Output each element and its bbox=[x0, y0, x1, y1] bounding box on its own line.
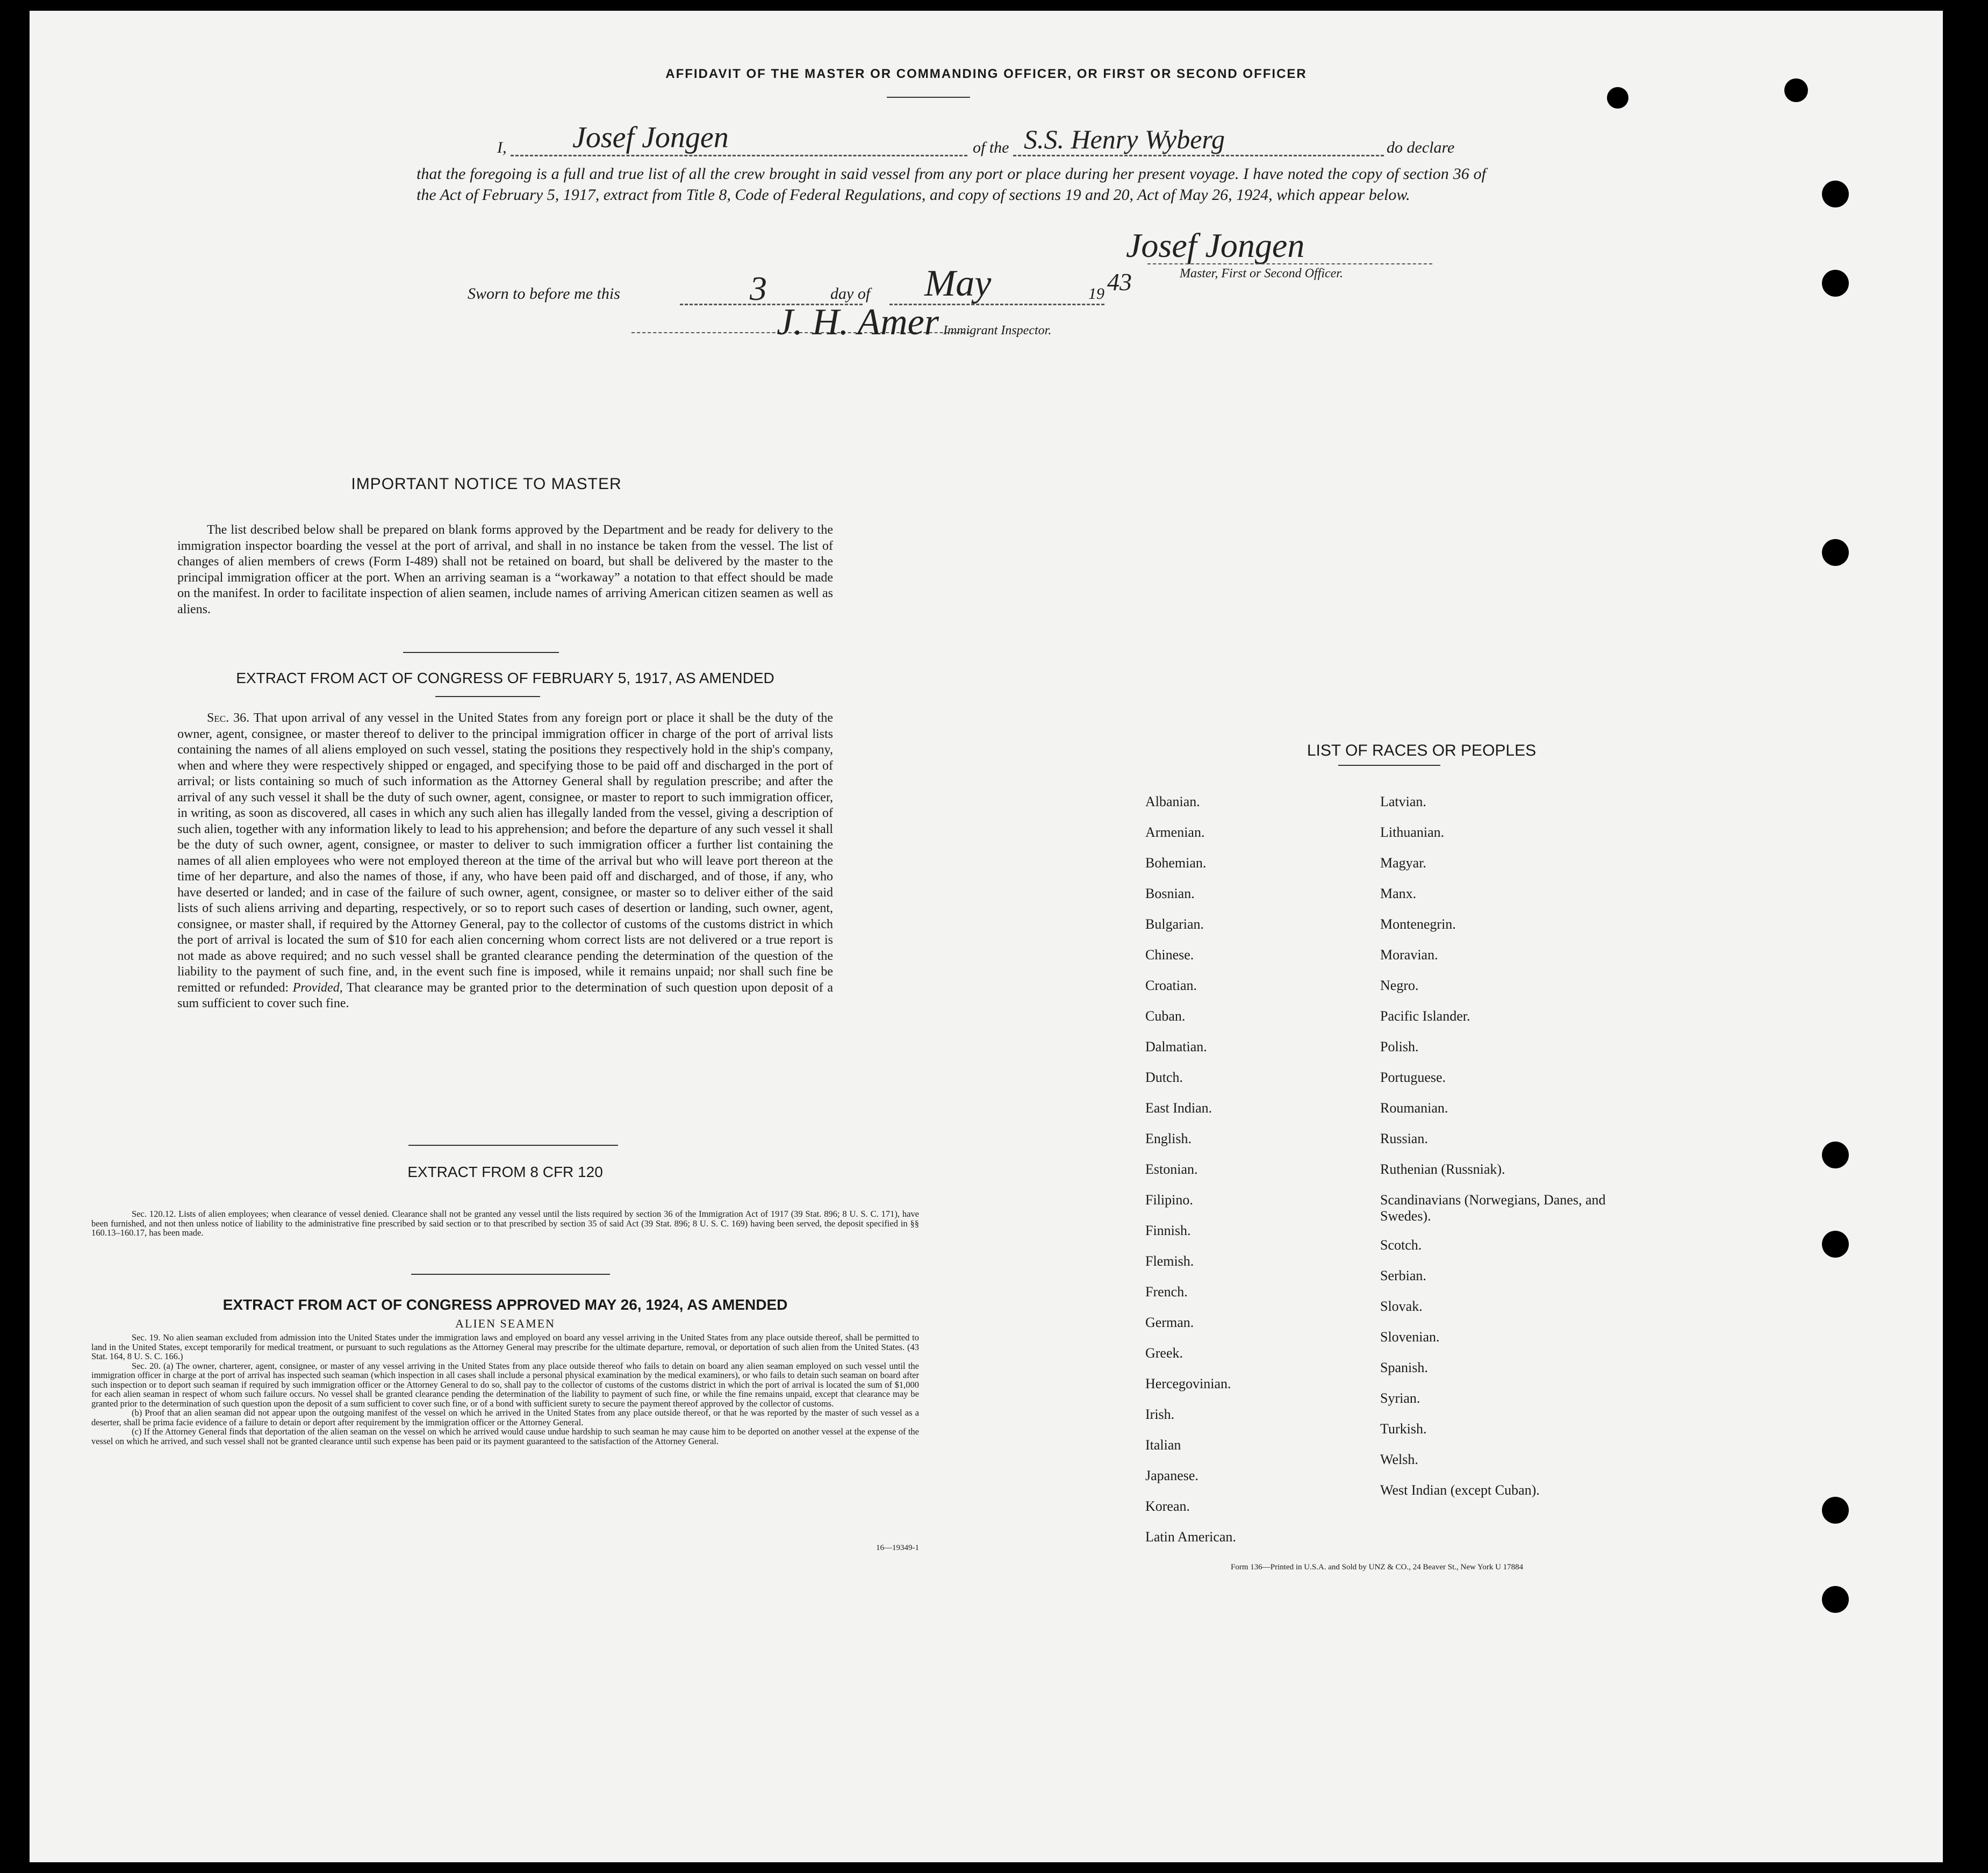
race-item: Italian bbox=[1145, 1437, 1181, 1453]
race-item: English. bbox=[1145, 1131, 1192, 1146]
race-item: Irish. bbox=[1145, 1406, 1175, 1422]
extract-1924-text bbox=[91, 1333, 919, 1446]
vessel-name-line bbox=[1013, 155, 1384, 156]
extract-1917-text bbox=[177, 711, 833, 1012]
sec-19-text: Sec. 19. No alien seaman excluded from admission into the United States under the immigration laws and employed on board any vessel arriving in the United States from any place outside thereof, shall be permitted to land in the United States, except temporarily for medical treatment, or pursuant to such regulations as the Attorney General may prescribe for the ultimate departure, removal, or deportation of such alien from the United States. (43 Stat. 164, 8 U. S. C. 166.) bbox=[91, 1332, 919, 1361]
alien-seamen-subheading: ALIEN SEAMEN bbox=[455, 1317, 555, 1330]
race-item: Spanish. bbox=[1380, 1360, 1428, 1375]
officer-caption: Master, First or Second Officer. bbox=[1180, 267, 1343, 281]
sec-20c-text: (c) If the Attorney General finds that deportation of the alien seaman on the vessel on which he arrived would cause undue hardship to such seaman he may cause him to be deported on another vessel at the expense of the vessel on which he arrived, and such vessel shall not be granted clearance until such expense has been paid or its payment guaranteed to the satisfaction of the Attorney General. bbox=[91, 1426, 919, 1446]
affidavit-i-label: I, bbox=[497, 139, 507, 156]
inspector-signature: J. H. Amer bbox=[777, 302, 939, 343]
race-item: Welsh. bbox=[1380, 1452, 1418, 1467]
race-item: French. bbox=[1145, 1284, 1188, 1300]
punch-mark bbox=[1784, 78, 1808, 102]
sworn-month-handwriting: May bbox=[924, 263, 992, 304]
race-item: Armenian. bbox=[1145, 824, 1205, 840]
race-item: Dutch. bbox=[1145, 1070, 1183, 1085]
notice-text: The list described below shall be prepared on blank forms approved by the Department and be ready for delivery to the immigration inspector boarding the vessel at the port of arrival, and shall in no instance be taken from the vessel. The list of changes of alien members of crews (Form I-489) shall not be retained on board, but shall be delivered by the master to the principal immigration officer at the port. When an arriving seaman is a “workaway” a notation to that effect should be made on the manifest. In order to facilitate inspection of alien seamen, include names of arriving American citizen seamen as well as aliens. bbox=[177, 523, 833, 616]
divider-3 bbox=[408, 1145, 618, 1146]
divider-4 bbox=[411, 1274, 610, 1275]
notice-heading: IMPORTANT NOTICE TO MASTER bbox=[351, 475, 622, 493]
race-item: Slovak. bbox=[1380, 1298, 1423, 1314]
race-item: Scandinavians (Norwegians, Danes, and Swedes). bbox=[1380, 1192, 1606, 1224]
race-item: Manx. bbox=[1380, 886, 1417, 901]
affidavit-body: that the foregoing is a full and true list of all the crew brought in said vessel from any port or place during her present voyage. I have noted the copy of section 36 of the Act of February 5, 1917, extract from Title 8, Code of Federal Regulations, and copy of sections 19 and 20, Act of May 26, 1924, which appear below. bbox=[417, 165, 1486, 204]
extract-1917-heading: EXTRACT FROM ACT OF CONGRESS OF FEBRUARY 5, 1917, AS AMENDED bbox=[236, 670, 774, 686]
race-item: Roumanian. bbox=[1380, 1100, 1448, 1116]
document-sheet bbox=[30, 11, 1943, 1862]
race-item: Moravian. bbox=[1380, 947, 1438, 963]
race-item: Ruthenian (Russniak). bbox=[1380, 1161, 1505, 1177]
race-item: Finnish. bbox=[1145, 1223, 1191, 1238]
race-item: Russian. bbox=[1380, 1131, 1428, 1146]
affidavit-of-the-label: of the bbox=[973, 139, 1009, 156]
race-item: Korean. bbox=[1145, 1498, 1190, 1514]
master-name-line bbox=[511, 155, 967, 156]
extract-1924-heading: EXTRACT FROM ACT OF CONGRESS APPROVED MAY 26, 1924, AS AMENDED bbox=[223, 1296, 788, 1313]
affidavit-title: AFFIDAVIT OF THE MASTER OR COMMANDING OFFICER, OR FIRST OR SECOND OFFICER bbox=[665, 67, 1307, 81]
extract-cfr-text: Sec. 120.12. Lists of alien employees; when clearance of vessel denied. Clearance shall not be granted any vessel until the lists required by section 36 of the Immigration Act of 1917 (39 Stat. 896; 8 U. S. C. 171), have been furnished, and not then unless notice of liability to the administrative fine prescribed by said section or to that prescribed by section 35 of said Act (39 Stat. 896; 8 U. S. C. 169) having been served, the deposit specified in §§ 160.13–160.17, has been made. bbox=[91, 1209, 919, 1238]
race-item: Magyar. bbox=[1380, 855, 1426, 871]
divider-2 bbox=[435, 696, 540, 697]
binder-hole bbox=[1822, 1497, 1849, 1524]
races-heading: LIST OF RACES OR PEOPLES bbox=[1307, 742, 1537, 759]
race-item: Hercegovinian. bbox=[1145, 1376, 1231, 1391]
race-item: Latvian. bbox=[1380, 794, 1426, 809]
binder-hole bbox=[1822, 539, 1849, 566]
race-item: West Indian (except Cuban). bbox=[1380, 1482, 1540, 1498]
race-item: Greek. bbox=[1145, 1345, 1183, 1361]
race-item: Pacific Islander. bbox=[1380, 1008, 1470, 1024]
race-item: Montenegrin. bbox=[1380, 916, 1456, 932]
form-code: 16—19349-1 bbox=[876, 1544, 919, 1552]
affidavit-do-declare: do declare bbox=[1387, 139, 1455, 156]
race-item: Turkish. bbox=[1380, 1421, 1427, 1437]
year-handwriting: 43 bbox=[1107, 268, 1132, 296]
sworn-label: Sworn to before me this bbox=[468, 285, 620, 303]
race-item: Serbian. bbox=[1380, 1268, 1426, 1283]
race-item: Albanian. bbox=[1145, 794, 1200, 809]
title-underline bbox=[887, 97, 970, 98]
inspector-caption: Immigrant Inspector. bbox=[943, 324, 1052, 338]
race-item: Cuban. bbox=[1145, 1008, 1186, 1024]
race-item: Portuguese. bbox=[1380, 1070, 1446, 1085]
race-item: Filipino. bbox=[1145, 1192, 1193, 1208]
race-item: Croatian. bbox=[1145, 978, 1197, 993]
binder-hole bbox=[1822, 1142, 1849, 1168]
race-item: Syrian. bbox=[1380, 1390, 1420, 1406]
race-item: Bohemian. bbox=[1145, 855, 1207, 871]
year-prefix: 19 bbox=[1088, 285, 1104, 303]
divider-1 bbox=[403, 652, 559, 653]
race-item: Japanese. bbox=[1145, 1468, 1198, 1483]
race-item: Slovenian. bbox=[1380, 1329, 1440, 1345]
race-item: Latin American. bbox=[1145, 1529, 1236, 1545]
sec-20a-text: Sec. 20. (a) The owner, charterer, agent, consignee, or master of any vessel arriving in the United States from any place outside thereof who fails to detain on board any alien seaman employed on such vessel until the immigration officer in charge at the port of arrival has inspected such seaman (which inspection in all cases shall include a personal physical examination by the medical examiners), or who fails to detain such seaman on board after such inspection or to deport such seaman if required by such immigration officer or the Attorney General to do so, shall pay to the collector of customs of the customs district in which the port of arrival is located the sum of $1,000 for each alien seaman in respect of whom such failure occurs. No vessel shall be granted clearance pending the determination of the liability to payment of such fine, or while the fine remains unpaid, except that clearance may be granted prior to the determination of such question upon the deposit of a sum sufficient to cover such fine, or of a bond with sufficient surety to secure the payment thereof approved by the collector of customs. bbox=[91, 1360, 919, 1409]
master-name-handwriting: Josef Jongen bbox=[572, 121, 729, 154]
race-item: Flemish. bbox=[1145, 1253, 1194, 1269]
binder-hole bbox=[1822, 181, 1849, 207]
day-of-label: day of bbox=[830, 285, 871, 303]
race-item: Negro. bbox=[1380, 978, 1419, 993]
race-item: Lithuanian. bbox=[1380, 824, 1445, 840]
race-item: Dalmatian. bbox=[1145, 1039, 1207, 1054]
sworn-day-handwriting: 3 bbox=[750, 269, 767, 307]
punch-mark bbox=[1607, 87, 1628, 109]
officer-signature-line bbox=[1147, 263, 1432, 264]
race-item: Estonian. bbox=[1145, 1161, 1198, 1177]
binder-hole bbox=[1822, 1231, 1849, 1258]
race-item: German. bbox=[1145, 1315, 1194, 1330]
provided-word: Provided, bbox=[292, 980, 343, 995]
sec-20b-text: (b) Proof that an alien seaman did not appear upon the outgoing manifest of the vessel on which he arrived in the United States from any place outside thereof, or that he was reported by the master of such vessel as a deserter, shall be prima facie evidence of a failure to detain or deport after requirement by the immigration officer or the Attorney General. bbox=[91, 1408, 919, 1427]
printer-footer: Form 136—Printed in U.S.A. and Sold by UNZ & CO., 24 Beaver St., New York U 17884 bbox=[1231, 1563, 1524, 1571]
sec-36-body: That upon arrival of any vessel in the United States from any foreign port or place it shall be the duty of the owner, agent, consignee, or master thereof to deliver to the principal immigration officer in charge of the port of arrival lists containing the names of all aliens employed on such vessel, stating the positions they respectively hold in the ship's company, when and where they were respectively shipped or engaged, and specifying those to be paid off and discharged in the port of arrival; or lists containing so much of such information as the Attorney General shall by regulation prescribe; and after the arrival of any such vessel it shall be the duty of such owner, agent, consignee, or master to report to such immigration officer, in writing, as soon as discovered, all cases in which any such alien has illegally landed from the vessel, giving a description of such alien, together with any information likely to lead to his apprehension; and before the departure of any such vessel it shall be the duty of such owner, agent, consignee, or master to deliver to such immigration officer a further list containing the names of all alien employees who were not employed thereon at the time of the arrival but who will leave port thereon at the time of her departure, and also the names of those, if any, who have been paid off and discharged, and of those, if any, who have deserted or landed; and in case of the failure of such owner, agent, consignee, or master so to deliver either of the said lists of such aliens arriving and departing, respectively, or so to report such cases of desertion or landing, such owner, agent, consignee, or master shall, if required by the Attorney General, pay to the collector of customs of the customs district in which the port of arrival is located the sum of $10 for each alien concerning whom correct lists are not delivered or a true report is not made as above required; and no such vessel shall be granted clearance pending the determination of the question of the liability to the payment of such fine, and, in the event such fine is imposed, while it remains unpaid; nor shall such fine be remitted or refunded: bbox=[177, 711, 833, 995]
race-item: Scotch. bbox=[1380, 1237, 1422, 1253]
master-signature: Josef Jongen bbox=[1126, 226, 1305, 264]
race-item: Bulgarian. bbox=[1145, 916, 1204, 932]
race-item: East Indian. bbox=[1145, 1100, 1212, 1116]
sec-36-body-end: That clearance may be granted prior to the determination of such question upon deposit of a sum sufficient to cover such fine. bbox=[177, 980, 833, 1010]
sec-36-label: Sec. 36. bbox=[207, 711, 250, 725]
extract-cfr-heading: EXTRACT FROM 8 CFR 120 bbox=[407, 1164, 603, 1180]
race-item: Polish. bbox=[1380, 1039, 1419, 1054]
binder-hole bbox=[1822, 1586, 1849, 1613]
races-underline bbox=[1338, 765, 1440, 766]
race-item: Chinese. bbox=[1145, 947, 1194, 963]
vessel-name-handwriting: S.S. Henry Wyberg bbox=[1024, 124, 1225, 154]
race-item: Bosnian. bbox=[1145, 886, 1195, 901]
binder-hole bbox=[1822, 270, 1849, 297]
